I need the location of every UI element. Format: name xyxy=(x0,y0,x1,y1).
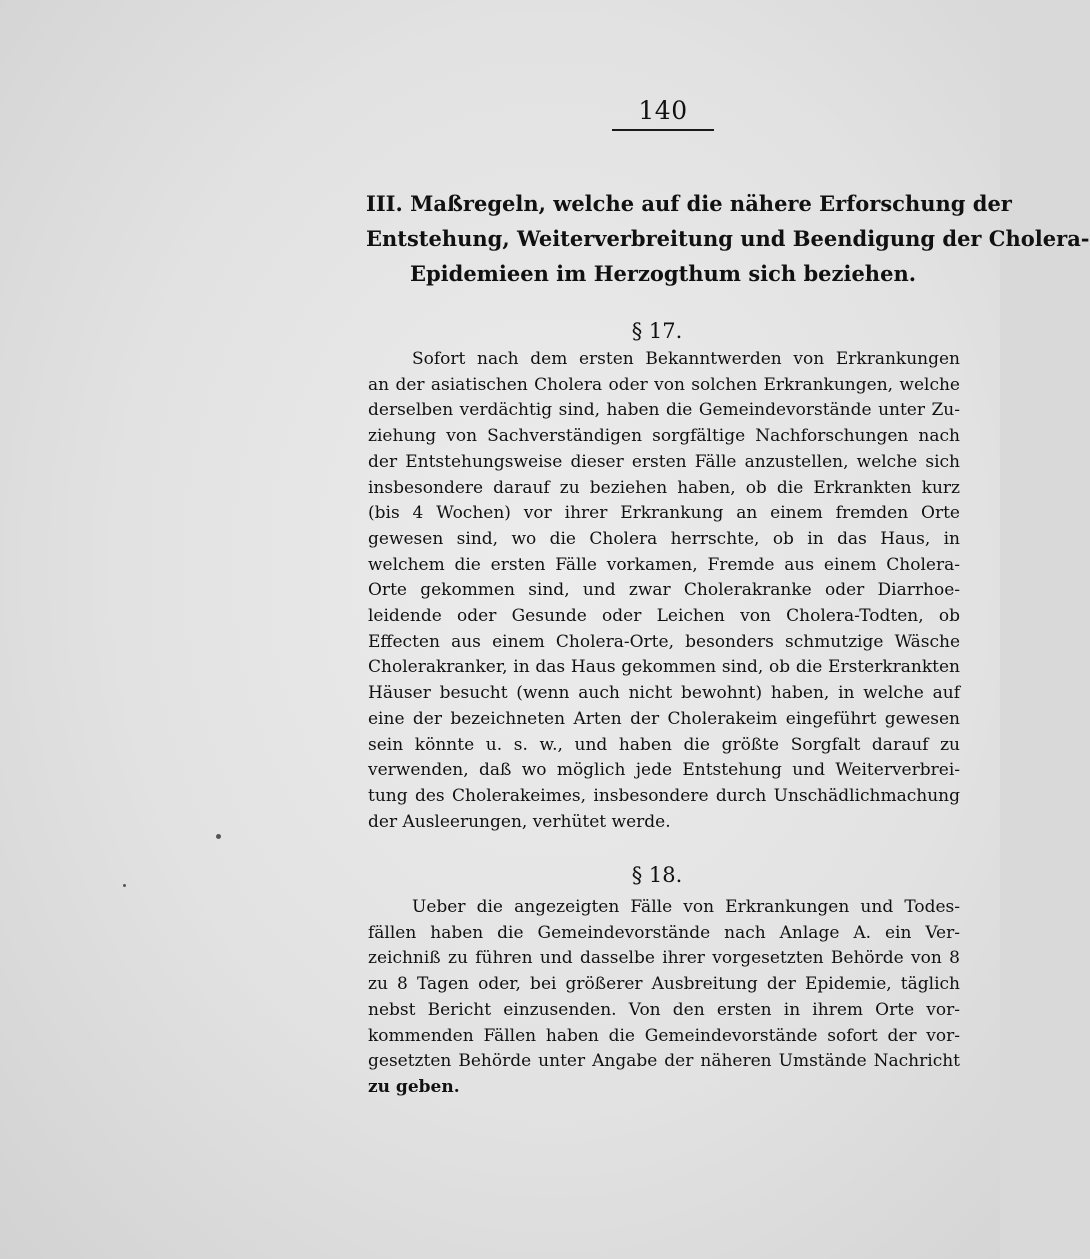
text-line: Effecten aus einem Cholera-Orte, besonders schmutzige Wäsche xyxy=(368,631,960,652)
heading-line: Entstehung, Weiterverbreitung und Beendigung der Cholera- xyxy=(366,226,1090,251)
page-number: 140 xyxy=(638,96,688,125)
text-line: (bis 4 Wochen) vor ihrer Erkrankung an einem fremden Orte xyxy=(368,503,960,524)
text-line: Häuser besucht (wenn auch nicht bewohnt) haben, in welche auf xyxy=(368,683,960,704)
text-line: nebst Bericht einzusenden. Von den ersten in ihrem Orte vor- xyxy=(368,999,960,1020)
header-rule xyxy=(612,129,714,131)
text-line: zu 8 Tagen oder, bei größerer Ausbreitung der Epidemie, täglich xyxy=(368,974,960,995)
text-line: gesetzten Behörde unter Angabe der näheren Umstände Nachricht xyxy=(368,1051,960,1072)
text-line: fällen haben die Gemeindevorstände nach Anlage A. ein Ver- xyxy=(368,922,960,943)
text-line: Ueber die angezeigten Fälle von Erkrankungen und Todes- xyxy=(412,897,960,917)
text-line: kommenden Fällen haben die Gemeindevorstände sofort der vor- xyxy=(368,1025,960,1046)
text-line: leidende oder Gesunde oder Leichen von Cholera-Todten, ob xyxy=(368,606,960,627)
section-mark-17: § 17. xyxy=(631,319,683,343)
text-line: derselben verdächtig sind, haben die Gemeindevorstände unter Zu- xyxy=(368,400,960,421)
text-line: eine der bezeichneten Arten der Cholerakeim eingeführt gewesen xyxy=(368,708,960,729)
text-line: sein könnte u. s. w., und haben die größte Sorgfalt darauf zu xyxy=(368,734,960,755)
text-line: gewesen sind, wo die Cholera herrschte, ob in das Haus, in xyxy=(368,528,960,549)
text-line: insbesondere darauf zu beziehen haben, ob die Erkrankten kurz xyxy=(368,477,960,498)
text-line: welchem die ersten Fälle vorkamen, Fremde aus einem Cholera- xyxy=(368,554,960,575)
text-line: der Ausleerungen, verhütet werde. xyxy=(368,811,671,832)
section-18-paragraph xyxy=(368,895,960,1101)
print-speck xyxy=(216,834,221,839)
chapter-heading xyxy=(366,186,1090,291)
heading-line: III. Maßregeln, welche auf die nähere Erforschung der xyxy=(366,191,1012,216)
text-line: tung des Cholerakeimes, insbesondere durch Unschädlichmachung xyxy=(368,785,960,806)
text-line: ziehung von Sachverständigen sorgfältige Nachforschungen nach xyxy=(368,426,960,447)
heading-line: Epidemieen im Herzogthum sich beziehen. xyxy=(409,261,917,286)
text-line: Orte gekommen sind, und zwar Cholerakranke oder Diarrhoe- xyxy=(368,580,960,601)
text-line: Sofort nach dem ersten Bekanntwerden von Erkrankungen xyxy=(412,349,960,369)
text-line: Cholerakranker, in das Haus gekommen sind, ob die Ersterkrankten xyxy=(368,657,960,678)
section-17-paragraph xyxy=(368,347,960,835)
section-mark-18: § 18. xyxy=(631,863,683,887)
print-speck xyxy=(123,884,126,887)
text-line: zu geben. xyxy=(368,1076,460,1097)
text-line: verwenden, daß wo möglich jede Entstehung und Weiterverbrei- xyxy=(368,760,960,781)
text-line: zeichniß zu führen und dasselbe ihrer vorgesetzten Behörde von 8 xyxy=(368,948,960,969)
text-line: an der asiatischen Cholera oder von solchen Erkrankungen, welche xyxy=(368,374,960,395)
text-line: der Entstehungsweise dieser ersten Fälle anzustellen, welche sich xyxy=(368,451,960,472)
